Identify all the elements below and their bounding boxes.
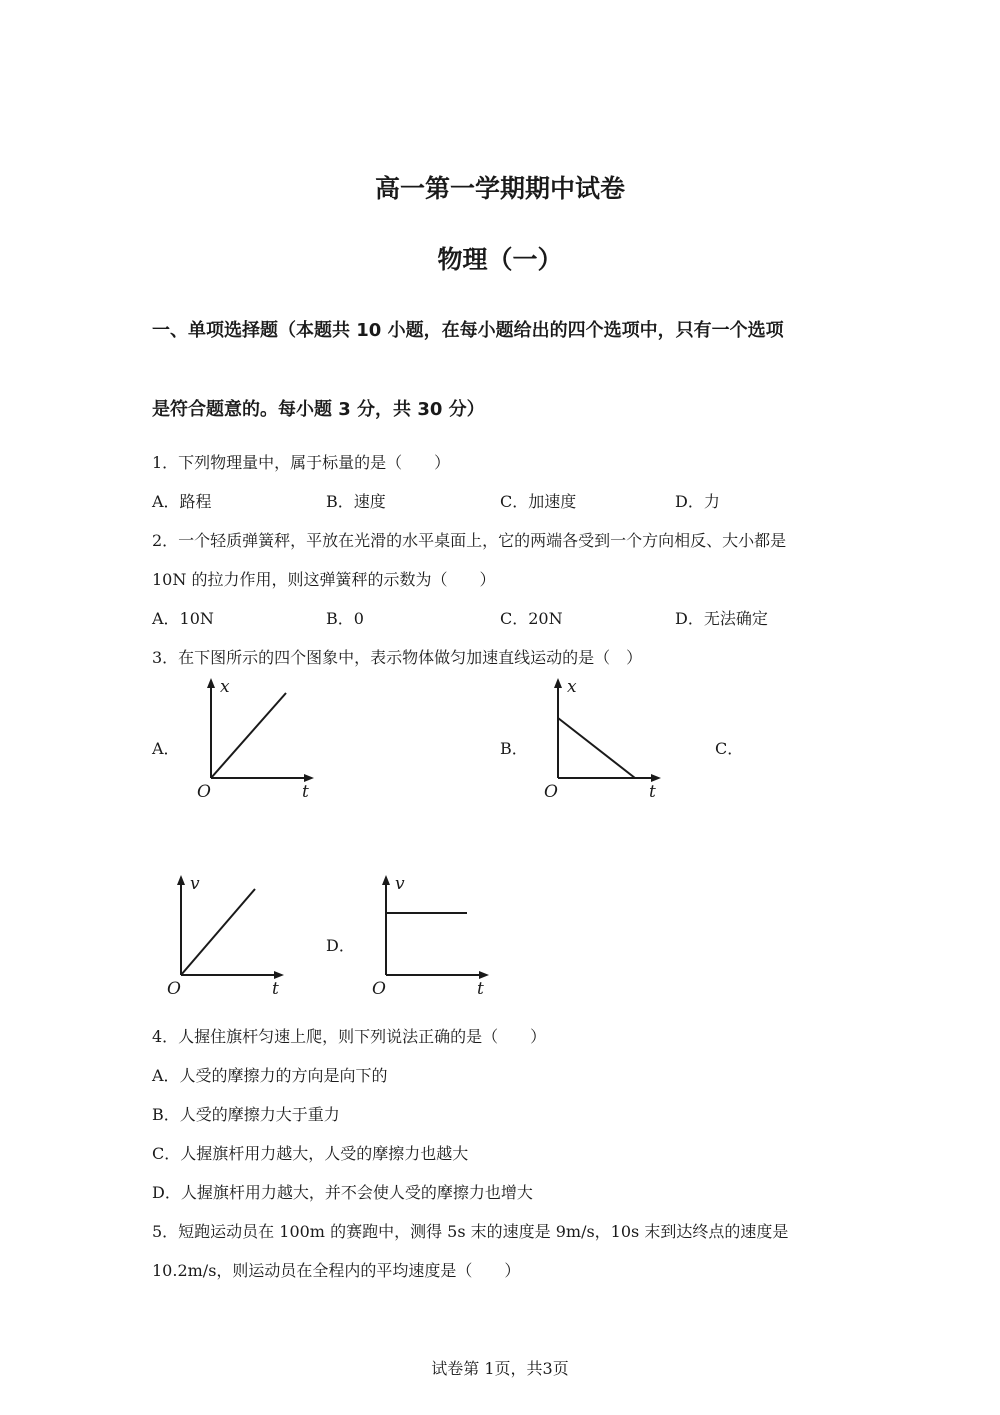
origin-label: O (372, 979, 386, 999)
y-axis-label: v (190, 874, 200, 894)
x-axis-label: t (477, 979, 484, 999)
origin-label: O (167, 979, 181, 999)
graph-line (558, 718, 635, 778)
y-axis-arrow-icon (554, 678, 562, 688)
graph-b (537, 676, 677, 806)
x-axis-label: t (302, 782, 309, 802)
y-axis-label: x (567, 677, 577, 697)
q2-option-a: A．10N (152, 609, 214, 628)
graph-c (160, 873, 300, 1003)
q1-stem: 1．下列物理量中，属于标量的是（ ） (152, 453, 451, 472)
q4-option-b: B．人受的摩擦力大于重力 (152, 1105, 340, 1124)
q4-stem: 4．人握住旗杆匀速上爬，则下列说法正确的是（ ） (152, 1027, 547, 1046)
graph-line (211, 693, 286, 778)
q5-stem-line1: 5．短跑运动员在 100m 的赛跑中，测得 5s 末的速度是 9m/s，10s 末到达终点的速度是 (152, 1222, 789, 1241)
q2-option-b: B．0 (326, 609, 364, 628)
q4-option-d: D．人握旗杆用力越大，并不会使人受的摩擦力也增大 (152, 1183, 533, 1202)
q2-option-d: D．无法确定 (675, 609, 768, 628)
q1-option-c: C．加速度 (500, 492, 577, 511)
q3-option-c-label: C． (715, 739, 744, 758)
x-axis-label: t (649, 782, 656, 802)
x-axis-arrow-icon (274, 971, 284, 979)
q5-stem-line2: 10.2m/s，则运动员在全程内的平均速度是（ ） (152, 1261, 521, 1280)
x-axis-arrow-icon (651, 774, 661, 782)
q2-stem-line1: 2．一个轻质弹簧秤，平放在光滑的水平桌面上，它的两端各受到一个方向相反、大小都是 (152, 531, 787, 550)
exam-title: 高一第一学期期中试卷 (374, 174, 625, 203)
q1-option-d: D．力 (675, 492, 720, 511)
origin-label: O (197, 782, 211, 802)
exam-subtitle: 物理（一） (437, 245, 563, 274)
q2-option-c: C．20N (500, 609, 563, 628)
q3-option-a-label: A． (152, 739, 180, 758)
q4-option-a: A．人受的摩擦力的方向是向下的 (152, 1066, 388, 1085)
q2-stem-line2: 10N 的拉力作用，则这弹簧秤的示数为（ ） (152, 570, 496, 589)
graph-line (181, 889, 255, 975)
y-axis-label: x (220, 677, 230, 697)
x-axis-arrow-icon (479, 971, 489, 979)
graph-a (190, 676, 330, 806)
q3-stem: 3．在下图所示的四个图象中，表示物体做匀加速直线运动的是（ ） (152, 648, 643, 667)
q3-option-b-label: B． (500, 739, 528, 758)
x-axis-label: t (272, 979, 279, 999)
y-axis-arrow-icon (207, 678, 215, 688)
page-footer: 试卷第 1页，共3页 (431, 1359, 569, 1378)
q1-option-b: B．速度 (326, 492, 386, 511)
y-axis-label: v (395, 874, 405, 894)
origin-label: O (544, 782, 558, 802)
q3-option-d-label: D． (326, 936, 355, 955)
section-heading-line2: 是符合题意的。每小题 3 分，共 30 分） (152, 399, 485, 420)
graph-d (365, 873, 505, 1003)
section-heading-line1: 一、单项选择题（本题共 10 小题，在每小题给出的四个选项中，只有一个选项 (152, 320, 784, 341)
y-axis-arrow-icon (382, 875, 390, 885)
y-axis-arrow-icon (177, 875, 185, 885)
x-axis-arrow-icon (304, 774, 314, 782)
q4-option-c: C．人握旗杆用力越大，人受的摩擦力也越大 (152, 1144, 469, 1163)
q1-option-a: A．路程 (152, 492, 212, 511)
